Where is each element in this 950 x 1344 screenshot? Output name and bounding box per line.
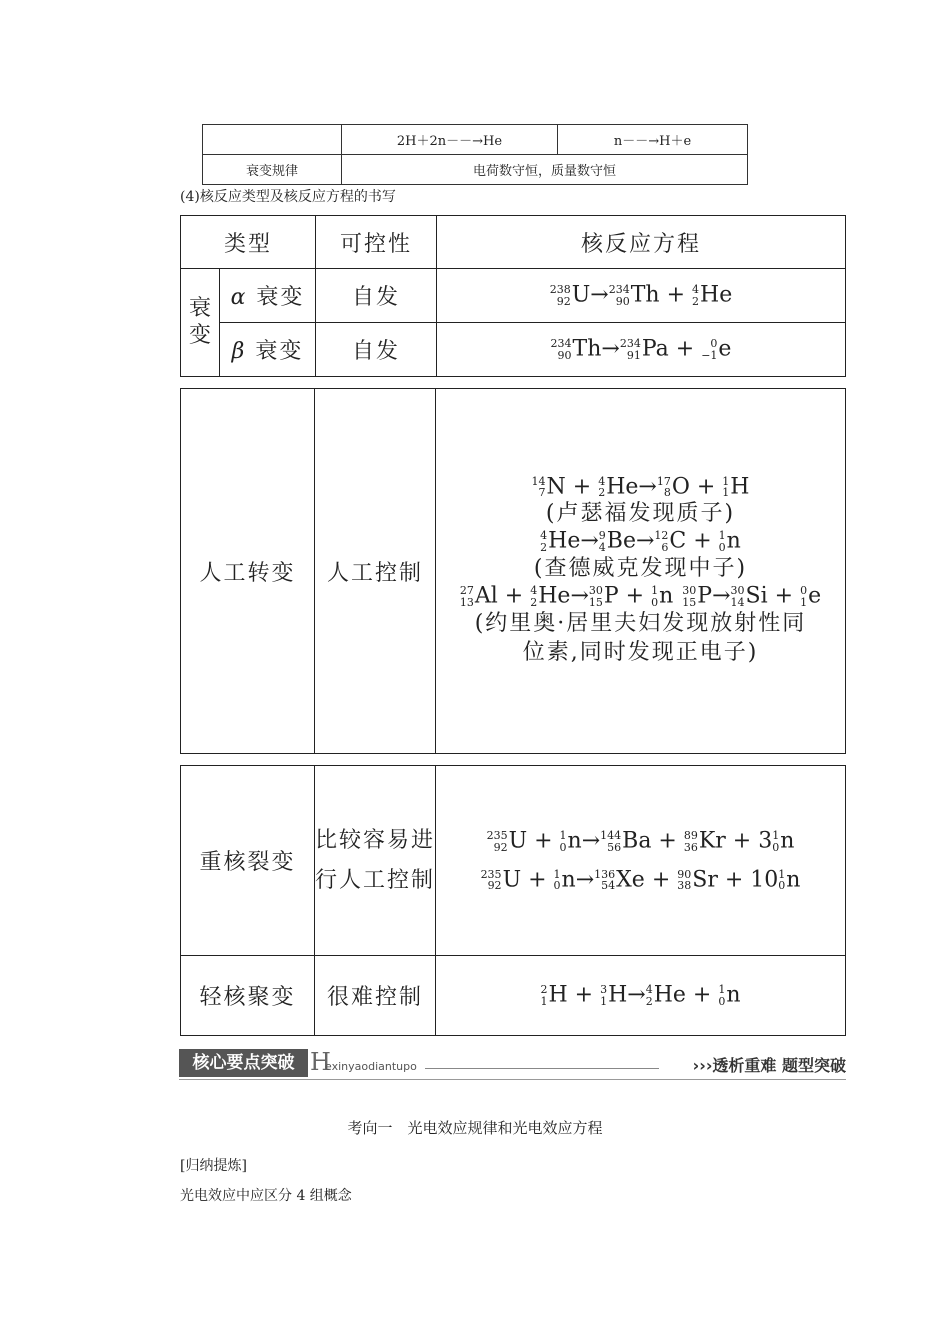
alpha-type [220,269,316,323]
decay-group-text [181,296,219,349]
positron-equation: 30 15 P→ 30 14 Si + 0 1 e [682,583,822,609]
alpha-control: 自发 [316,269,437,323]
note-rutherford: (卢瑟福发现质子) [545,501,736,527]
artificial-control: 人工控制 [315,389,436,754]
note-chadwick: (查德威克发现中子) [533,555,748,581]
fission-type: 重核裂变 [181,766,315,956]
banner-pinyin: exinyaodiantupo [325,1060,417,1073]
decay-rule-table [202,124,748,185]
table-cell [203,125,342,155]
paragraph-concepts: 光电效应中应区分 4 组概念 [180,1188,352,1204]
reaction-table-artificial [180,388,846,754]
banner-subtitle: ›››透析重难 题型突破 [692,1056,846,1075]
alpha-symbol: α [230,285,248,310]
beta-type [220,323,316,377]
beta-equation [437,323,846,377]
beta-symbol: β [231,339,247,364]
decay-group-char: 变 [188,322,211,348]
table-cell: n－－→H＋e [558,125,748,155]
reaction-table-fission-fusion [180,765,846,1036]
table-cell: 衰变规律 [203,155,342,185]
header-type: 类型 [181,216,316,269]
alpha-label: 衰变 [256,285,305,310]
fission-equations [436,766,846,956]
fusion-equation: 2 1 H + 3 1 H→ 4 2 He + 1 0 n [540,983,741,1008]
table-cell: 电荷数守恒，质量数守恒 [342,155,748,185]
fission-control: 比较容易进行人工控制 [315,766,436,956]
section-heading: 考向一 光电效应规律和光电效应方程 [347,1119,603,1137]
neutron-discovery-equation: 4 2 He→ 9 4 Be→ 12 6 C + 1 0 n [540,528,741,554]
header-control: 可控性 [316,216,437,269]
alpha-equation [437,269,846,323]
beta-label: 衰变 [255,339,304,364]
fusion-type: 轻核聚变 [181,956,315,1036]
proton-discovery-equation: 14 7 N + 4 2 He→ 17 8 O + 1 1 H [531,474,750,500]
paragraph-summary-label: [归纳提炼] [180,1158,247,1174]
artificial-equations [436,389,846,754]
fission-equation-ba-kr: 235 92 U + 1 0 n→ 144 56 Ba + 89 36 Kr + 3 1 0 n [486,828,795,854]
decay-group-label [181,269,220,377]
section-banner [179,1047,846,1081]
beta-decay-equation: 234 90 Th→ 234 91 Pa + 0 −1 e [550,337,732,362]
banner-divider [425,1068,659,1069]
phosphorus-equation: 27 13 Al + 4 2 He→ 30 15 P + 1 0 n [459,583,674,609]
fission-equation-xe-sr: 235 92 U + 1 0 n→ 136 54 Xe + 90 38 Sr + 10 1 0 n [480,867,801,893]
artificial-type: 人工转变 [181,389,315,754]
fusion-equation-cell [436,956,846,1036]
table-cell: 2H＋2n－－→He [342,125,558,155]
note-joliot-curie: (约里奥·居里夫妇发现放射性同位素,同时发现正电子) [474,610,807,666]
beta-control: 自发 [316,323,437,377]
banner-title: 核心要点突破 [179,1049,308,1077]
decay-group-char: 衰 [188,296,211,322]
banner-letter: H [310,1048,331,1076]
header-equation: 核反应方程 [437,216,846,269]
table-caption: (4)核反应类型及核反应方程的书写 [180,189,396,205]
alpha-decay-equation: 238 92 U→ 234 90 Th + 4 2 He [549,283,733,308]
fusion-control: 很难控制 [315,956,436,1036]
reaction-table-decay [180,215,846,377]
banner-underline [179,1079,846,1080]
